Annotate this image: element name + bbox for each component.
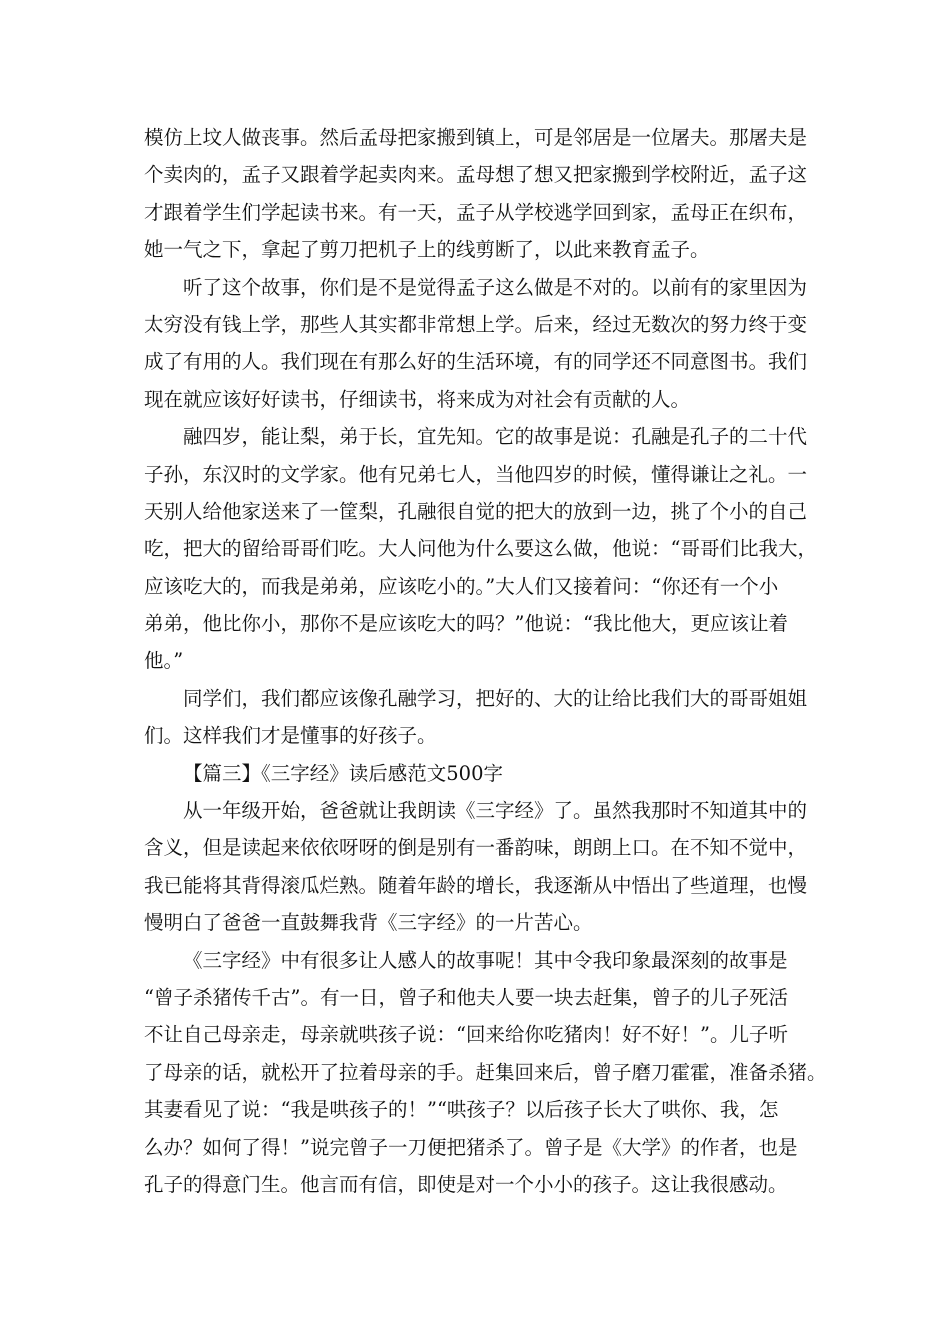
paragraph-line: 其妻看见了说：“我是哄孩子的！”“哄孩子？以后孩子长大了哄你、我，怎 [144,1098,779,1122]
paragraph-line: “曾子杀猪传千古”。有一日，曾子和他夫人要一块去赶集，曾子的儿子死活 [144,985,788,1009]
paragraph-line: 同学们，我们都应该像孔融学习，把好的、大的让给比我们大的哥哥姐姐 [183,686,808,710]
paragraph-line: 她一气之下，拿起了剪刀把机子上的线剪断了，以此来教育孟子。 [144,238,710,262]
paragraph-line: 才跟着学生们学起读书来。有一天，孟子从学校逃学回到家，孟母正在织布， [144,200,808,224]
article-body [144,119,827,1203]
paragraph-line: 模仿上坟人做丧事。然后孟母把家搬到镇上，可是邻居是一位屠夫。那屠夫是 [144,126,808,149]
paragraph-line: 慢明白了爸爸一直鼓舞我背《三字经》的一片苦心。 [144,911,593,935]
paragraph-line: 个卖肉的，孟子又跟着学起卖肉来。孟母想了想又把家搬到学校附近，孟子这 [144,163,808,187]
paragraph-line: 天别人给他家送来了一筐梨，孔融很自觉的把大的放到一边，挑了个小的自己 [144,499,808,523]
paragraph-line: 弟弟，他比你小，那你不是应该吃大的吗？”他说：“我比他大，更应该让着 [144,612,788,636]
paragraph-line: 含义，但是读起来依依呀呀的倒是别有一番韵味，朗朗上口。在不知不觉中， [144,836,808,860]
paragraph-line: 孔子的得意门生。他言而有信，即使是对一个小小的孩子。这让我很感动。 [144,1172,788,1196]
paragraph-line: 融四岁，能让梨，弟于长，宜先知。它的故事是说：孔融是孔子的二十代 [183,425,808,449]
paragraph-line: 了母亲的话，就松开了拉着母亲的手。赶集回来后，曾子磨刀霍霍，准备杀猪。 [144,1060,827,1084]
paragraph-line: 《三字经》中有很多让人感人的故事呢！其中令我印象最深刻的故事是 [183,948,788,972]
paragraph-line: 么办？如何了得！”说完曾子一刀便把猪杀了。曾子是《大学》的作者，也是 [144,1135,798,1159]
paragraph-line: 子孙，东汉时的文学家。他有兄弟七人，当他四岁的时候，懂得谦让之礼。一 [144,462,808,486]
paragraph-line: 不让自己母亲走，母亲就哄孩子说：“回来给你吃猪肉！好不好！”。儿子听 [144,1023,788,1047]
paragraph-line: 我已能将其背得滚瓜烂熟。随着年龄的增长，我逐渐从中悟出了些道理，也慢 [144,873,808,897]
paragraph-line: 他。” [144,649,184,673]
paragraph-line: 现在就应该好好读书，仔细读书，将来成为对社会有贡献的人。 [144,387,691,411]
paragraph-line: 听了这个故事，你们是不是觉得孟子这么做是不对的。以前有的家里因为 [183,275,808,299]
paragraph-line: 们。这样我们才是懂事的好孩子。 [144,724,437,748]
section-heading: 【篇三】《三字经》读后感范文500字 [183,761,503,785]
paragraph-line: 吃，把大的留给哥哥们吃。大人问他为什么要这么做，他说：“哥哥们比我大， [144,537,817,561]
paragraph-line: 成了有用的人。我们现在有那么好的生活环境，有的同学还不同意图书。我们 [144,350,808,374]
paragraph-line: 太穷没有钱上学，那些人其实都非常想上学。后来，经过无数次的努力终于变 [144,312,808,336]
paragraph-line: 从一年级开始，爸爸就让我朗读《三字经》了。虽然我那时不知道其中的 [183,799,808,823]
paragraph-line: 应该吃大的，而我是弟弟，应该吃小的。”大人们又接着问：“你还有一个小 [144,574,779,598]
